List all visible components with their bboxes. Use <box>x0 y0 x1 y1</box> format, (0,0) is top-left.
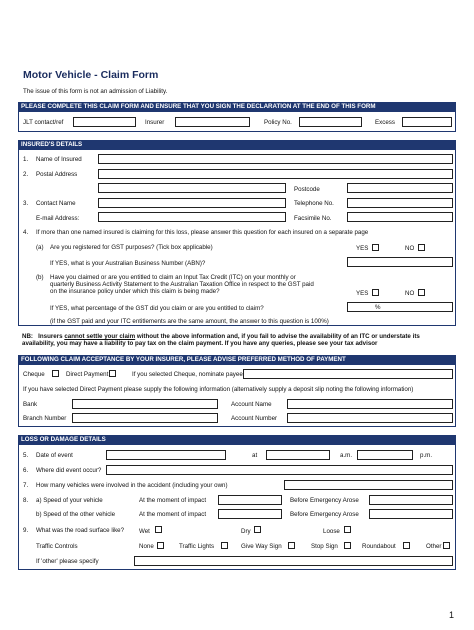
itc-no-label: NO <box>405 290 415 297</box>
itc-question: Have you claimed or are you entitled to claim an Input Tax Credit (ITC) on your monthly or quarterly Business Activity Statement to the Australian Taxation Office in respect to the GST paid on the insurance policy under which this claim is being made? <box>50 274 314 296</box>
itc-same-note: (if the GST paid and your ITC entitlements are the same amount, the answer to this question is 100%) <box>50 318 329 325</box>
surface-loose-checkbox[interactable] <box>344 526 351 533</box>
insured-details-heading: INSURED'S DETAILS <box>18 140 456 149</box>
gst-percentage-field[interactable] <box>347 302 453 312</box>
surface-wet-checkbox[interactable] <box>155 526 162 533</box>
control-other-label: Other <box>426 543 442 550</box>
gst-percentage-question: If YES, what percentage of the GST did you claim or are you entitled to claim? <box>50 305 264 312</box>
other-speed-label: b) Speed of the other vehicle <box>36 511 116 518</box>
q9-number: 9. <box>23 527 29 534</box>
loss-damage-section <box>18 444 456 570</box>
pm-label: p.m. <box>420 452 433 459</box>
contact-name-field[interactable] <box>98 198 286 208</box>
name-of-insured-label: Name of Insured <box>36 156 82 163</box>
q8-number: 8. <box>23 497 29 504</box>
q1-number: 1. <box>23 156 29 163</box>
vehicles-involved-label: How many vehicles were involved in the accident (including your own) <box>36 482 228 489</box>
postcode-label: Postcode <box>294 186 320 193</box>
q5-number: 5. <box>23 452 29 459</box>
cheque-checkbox[interactable] <box>52 370 59 377</box>
q4-number: 4. <box>23 229 29 236</box>
control-none-checkbox[interactable] <box>157 542 164 549</box>
event-time-field[interactable] <box>266 450 330 460</box>
account-number-label: Account Number <box>231 415 278 422</box>
facsimile-field[interactable] <box>347 212 453 222</box>
control-give-way-label: Give Way Sign <box>241 543 282 550</box>
am-field[interactable] <box>357 450 413 460</box>
gst-yes-label: YES <box>356 245 369 252</box>
policy-number-label: Policy No. <box>264 119 292 126</box>
q2-number: 2. <box>23 171 29 178</box>
percent-symbol: % <box>375 304 381 311</box>
direct-payment-checkbox[interactable] <box>109 370 116 377</box>
abn-field[interactable] <box>347 257 453 267</box>
gst-yes-checkbox[interactable] <box>372 244 379 251</box>
control-other-checkbox[interactable] <box>443 542 450 549</box>
event-location-label: Where did event occur? <box>36 467 102 474</box>
payment-method-heading: FOLLOWING CLAIM ACCEPTANCE BY YOUR INSURER, PLEASE ADVISE PREFERRED METHOD OF PAYMENT <box>18 355 456 364</box>
control-stop-sign-checkbox[interactable] <box>344 542 351 549</box>
traffic-controls-label: Traffic Controls <box>36 543 78 550</box>
payee-field[interactable] <box>243 369 453 379</box>
excess-field[interactable] <box>402 117 452 127</box>
nb-prefix: NB: <box>22 333 33 340</box>
branch-number-label: Branch Number <box>23 415 67 422</box>
jlt-ref-label: JLT contact/ref <box>23 119 64 126</box>
surface-wet-label: Wet <box>139 528 150 535</box>
control-roundabout-checkbox[interactable] <box>403 542 410 549</box>
direct-payment-instructions: If you have selected Direct Payment please supply the following information (alternatively supply a deposit slip noting the following information) <box>23 386 414 393</box>
q3-number: 3. <box>23 200 29 207</box>
account-number-field[interactable] <box>287 413 453 423</box>
branch-number-field[interactable] <box>72 413 218 423</box>
control-traffic-lights-label: Traffic Lights <box>179 543 215 550</box>
date-of-event-label: Date of event <box>36 452 73 459</box>
tax-notice <box>22 333 452 347</box>
q4-text: If more than one named insured is claiming for this loss, please answer this question for each insured on a separate page <box>36 229 369 236</box>
postal-address-line2-field[interactable] <box>98 183 286 193</box>
road-surface-label: What was the road surface like? <box>36 527 125 534</box>
nb-text-part2: without the above information and, if you fail to advise the availability of an ITC or understate its availability, you may have a liability to pay tax on the claim payment. If you have any queries, please see your tax advisor <box>22 333 420 348</box>
payee-question: If you selected Cheque, nominate payee <box>132 371 243 378</box>
account-name-label: Account Name <box>231 401 272 408</box>
facsimile-label: Facsimile No. <box>294 215 332 222</box>
abn-question: If YES, what is your Australian Business Number (ABN)? <box>50 260 206 267</box>
surface-dry-checkbox[interactable] <box>254 526 261 533</box>
cheque-label: Cheque <box>23 371 45 378</box>
own-speed-label: a) Speed of your vehicle <box>36 497 103 504</box>
am-label: a.m. <box>340 452 353 459</box>
qa-letter: (a) <box>36 244 44 251</box>
email-label: E-mail Address: <box>36 215 80 222</box>
other-before-emergency-field[interactable] <box>369 509 453 519</box>
contact-name-label: Contact Name <box>36 200 76 207</box>
other-impact-speed-field[interactable] <box>218 509 282 519</box>
page-number: 1 <box>449 610 455 620</box>
jlt-ref-field[interactable] <box>73 117 136 127</box>
excess-label: Excess <box>375 119 395 126</box>
date-of-event-field[interactable] <box>106 450 226 460</box>
liability-notice: The issue of this form is not an admission of Liability. <box>23 88 168 95</box>
vehicles-involved-field[interactable] <box>284 480 453 490</box>
other-before-emergency-label: Before Emergency Arose <box>290 511 359 518</box>
q6-number: 6. <box>23 467 29 474</box>
surface-dry-label: Dry <box>241 528 251 535</box>
other-specify-field[interactable] <box>134 556 453 566</box>
other-impact-speed-label: At the moment of impact <box>139 511 207 518</box>
gst-no-label: NO <box>405 245 415 252</box>
bank-label: Bank <box>23 401 38 408</box>
insurer-field[interactable] <box>175 117 250 127</box>
telephone-field[interactable] <box>347 198 453 208</box>
own-impact-speed-field[interactable] <box>218 495 282 505</box>
name-of-insured-field[interactable] <box>98 154 453 164</box>
other-specify-label: If 'other' please specify <box>36 558 99 565</box>
nb-text-underline: cannot settle your claim <box>64 333 136 340</box>
itc-yes-label: YES <box>356 290 369 297</box>
own-before-emergency-field[interactable] <box>369 495 453 505</box>
event-location-field[interactable] <box>106 465 453 475</box>
direct-payment-label: Direct Payment <box>66 371 109 378</box>
at-label: at <box>252 452 258 459</box>
surface-loose-label: Loose <box>323 528 340 535</box>
control-stop-sign-label: Stop Sign <box>311 543 338 550</box>
declaration-banner: PLEASE COMPLETE THIS CLAIM FORM AND ENSURE THAT YOU SIGN THE DECLARATION AT THE END OF THIS FORM <box>18 102 456 111</box>
own-before-emergency-label: Before Emergency Arose <box>290 497 359 504</box>
loss-damage-heading: LOSS OR DAMAGE DETAILS <box>18 435 456 444</box>
own-impact-speed-label: At the moment of impact <box>139 497 207 504</box>
form-title: Motor Vehicle - Claim Form <box>23 69 159 81</box>
postal-address-line1-field[interactable] <box>98 169 453 179</box>
gst-registered-question: Are you registered for GST purposes? (Tick box applicable) <box>50 244 213 251</box>
account-name-field[interactable] <box>287 399 453 409</box>
control-give-way-checkbox[interactable] <box>288 542 295 549</box>
control-roundabout-label: Roundabout <box>362 543 396 550</box>
postcode-field[interactable] <box>347 183 453 193</box>
gst-no-checkbox[interactable] <box>418 244 425 251</box>
control-traffic-lights-checkbox[interactable] <box>221 542 228 549</box>
insurer-label: Insurer <box>145 119 165 126</box>
nb-text-part1: Insurers <box>38 333 65 340</box>
q7-number: 7. <box>23 482 29 489</box>
itc-no-checkbox[interactable] <box>418 289 425 296</box>
policy-number-field[interactable] <box>299 117 362 127</box>
bank-field[interactable] <box>72 399 218 409</box>
postal-address-label: Postal Address <box>36 171 78 178</box>
telephone-label: Telephone No. <box>294 200 334 207</box>
control-none-label: None <box>139 543 154 550</box>
qb-letter: (b) <box>36 274 44 281</box>
itc-yes-checkbox[interactable] <box>372 289 379 296</box>
email-field[interactable] <box>98 212 286 222</box>
